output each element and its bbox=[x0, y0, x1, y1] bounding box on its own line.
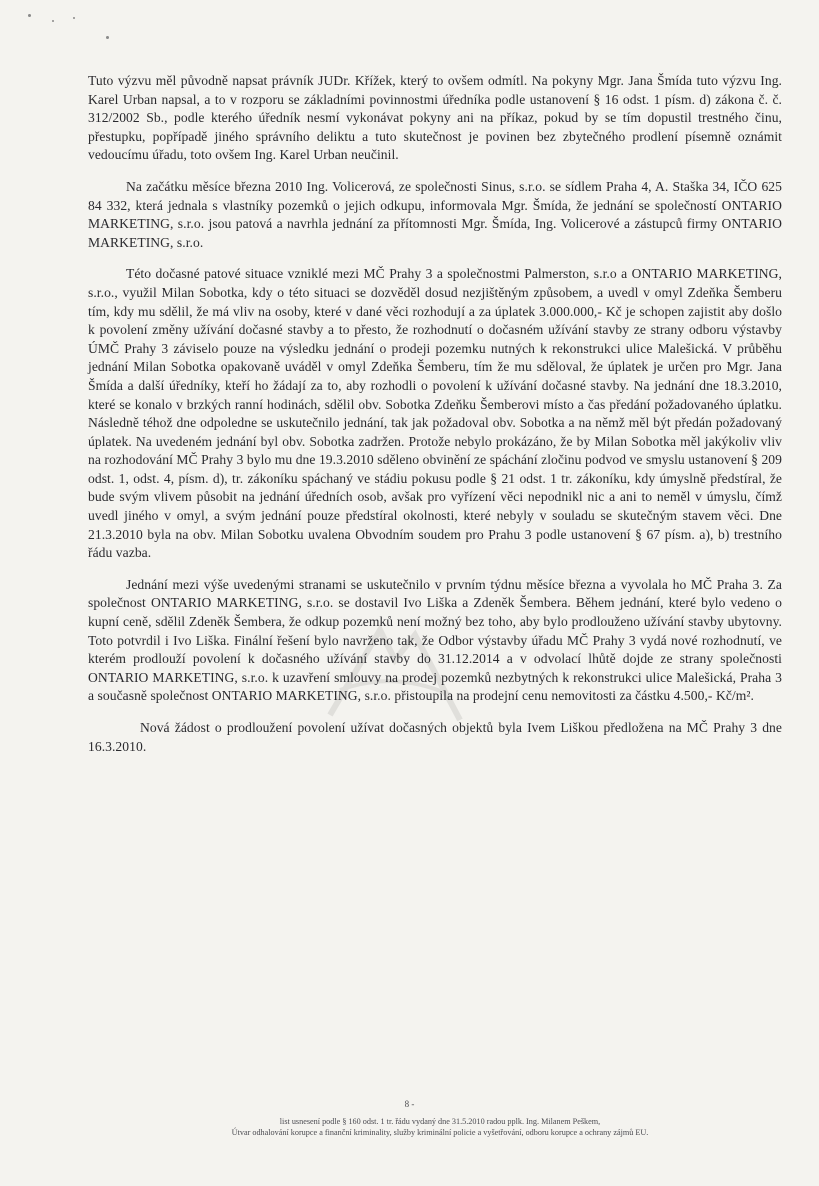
footer-line-2: Útvar odhalování korupce a finanční kriminality, služby kriminální policie a vyšetřování, odboru korupce a ochrany zájmů EU. bbox=[231, 1128, 649, 1137]
scan-speck bbox=[52, 20, 54, 22]
paragraph-negotiation: Jednání mezi výše uvedenými stranami se uskutečnilo v prvním týdnu měsíce března a vyvolala ho MČ Praha 3. Za společnost ONTARIO MARKETING, s.r.o. se dostavil Ivo Liška a Zdeněk Šembera. Během jednání, které bylo vedeno o kupní ceně, sdělil Zdeněk Šembera, že odkup pozemků není možný bez toho, aby bylo prodlouženo užívání stavby ubytovny. Toto potvrdil i Ivo Liška. Finální řešení bylo navrženo tak, že Odbor výstavby úřadu MČ Prahy 3 vydá nové rozhodnutí, ve kterém prodlouží povolení k dočasného užívání stavby do 31.12.2014 a v odvolací lhůtě dojde ze strany společnosti ONTARIO MARKETING, s.r.o. k uzavření smlouvy na prodej pozemků nezbytných k rekonstrukci ulice Malešická, Praha 3 a současně společnost ONTARIO MARKETING, s.r.o. přistoupila na prodejní cenu nemovitosti za částku 4.500,- Kč/m². bbox=[88, 576, 782, 704]
scan-speck bbox=[106, 36, 109, 39]
paragraph-volicerova-meeting: Na začátku měsíce března 2010 Ing. Volicerová, ze společnosti Sinus, s.r.o. se sídlem Praha 4, A. Staška 34, IČO 625 84 332, která jednala s vlastníky pozemků o jejich odkupu, informovala Mgr. Šmída, že jednání se společností ONTARIO MARKETING, s.r.o. jsou patová a navrhla jednání za přítomnosti Mgr. Šmída, Ing. Volicerové a zástupců firmy ONTARIO MARKETING, s.r.o. bbox=[88, 178, 782, 250]
paragraph-sobotka-fraud: Této dočasné patové situace vzniklé mezi MČ Prahy 3 a společnostmi Palmerston, s.r.o a ONTARIO MARKETING, s.r.o., využil Milan Sobotka, kdy o této situaci se dozvěděl dosud nezjištěným způsobem, a uvedl v omyl Zdeňka Šemberu tím, kdy mu sdělil, že má vliv na osoby, které v dané věci rozhodují a za úplatek 3.000.000,- Kč je schopen zajistit aby došlo k povolení změny užívání dočasné stavby a to přesto, že rozhodnutí o dočasném užívání stavby ze strany odboru výstavby ÚMČ Prahy 3 záviselo pouze na výsledku jednání o prodeji pozemku nutných k rekonstrukci ulice Malešická. V průběhu jednání Milan Sobotka opakovaně uváděl v omyl Zdeňka Šemberu, tím že mu sděloval, že úplatek je určen pro Mgr. Jana Šmída a další úředníky, kteří ho žádají za to, aby rozhodli o povolení k užívání dočasné stavby. Na jednání dne 18.3.2010, které se konalo v brzkých ranní hodinách, sdělil obv. Sobotka Zdeňku Šemberovi místo a čas předání požadovaného úplatku. Následně téhož dne odpoledne se uskutečnilo jednání, tak jak požadoval obv. Sobotka a na němž měl být předán požadovaný úplatek. Na uvedeném jednání byl obv. Sobotka zadržen. Protože nebylo prokázáno, že by Milan Sobotka měl jakýkoliv vliv na rozhodování MČ Prahy 3 bylo mu dne 19.3.2010 sděleno obvinění ze spáchání zločinu podvod ve smyslu ustanovení § 209 odst. 1, odst. 4, písm. d), tr. zákoníku spáchaný ve stádiu pokusu podle § 21 odst. 1 tr. zákoníku, kdy úmyslně předstíral, že bude svým vlivem působit na jednání úředních osob, avšak pro vyřízení věci nepodnikl nic a ani to neměl v úmyslu, čímž uvedl jiného v omyl, a svým jednání pouze předstíral okolnosti, které nebyly v souladu se skutečným stavem věci. Dne 21.3.2010 byla na obv. Milan Sobotku uvalena Obvodním soudem pro Prahu 3 podle ustanovení § 67 písm. a), b) trestního řádu vazba. bbox=[88, 266, 782, 561]
footer-line-1: list usnesení podle § 160 odst. 1 tr. řádu vydaný dne 31.5.2010 radou pplk. Ing. Milanem Peškem, bbox=[279, 1117, 601, 1126]
document-body bbox=[88, 72, 782, 769]
scan-speck bbox=[28, 14, 31, 17]
paragraph-urban-summons: Tuto výzvu měl původně napsat právník JUDr. Křížek, který to ovšem odmítl. Na pokyny Mgr. Jana Šmída tuto výzvu Ing. Karel Urban napsal, a to v rozporu se základními povinnostmi úředníka podle ustanovení § 16 odst. 1 písm. d) zákona č. č. 312/2002 Sb., podle kterého úředník nesmí vykonávat pokyny ani na příkaz, pokud by se tím dopustil trestného činu, přestupku, popřípadě jiného správního deliktu a tuto skutečnost je povinen bez zbytečného prodlení písemně oznámit vedoucímu úřadu, toto ovšem Ing. Karel Urban neučinil. bbox=[88, 73, 782, 163]
page-number: 8 - bbox=[404, 1099, 415, 1109]
scan-speck bbox=[73, 17, 75, 19]
paragraph-new-application: Nová žádost o prodloužení povolení užívat dočasných objektů byla Ivem Liškou předložena na MČ Prahy 3 dne 16.3.2010. bbox=[88, 720, 782, 754]
page-footer bbox=[120, 1116, 760, 1138]
